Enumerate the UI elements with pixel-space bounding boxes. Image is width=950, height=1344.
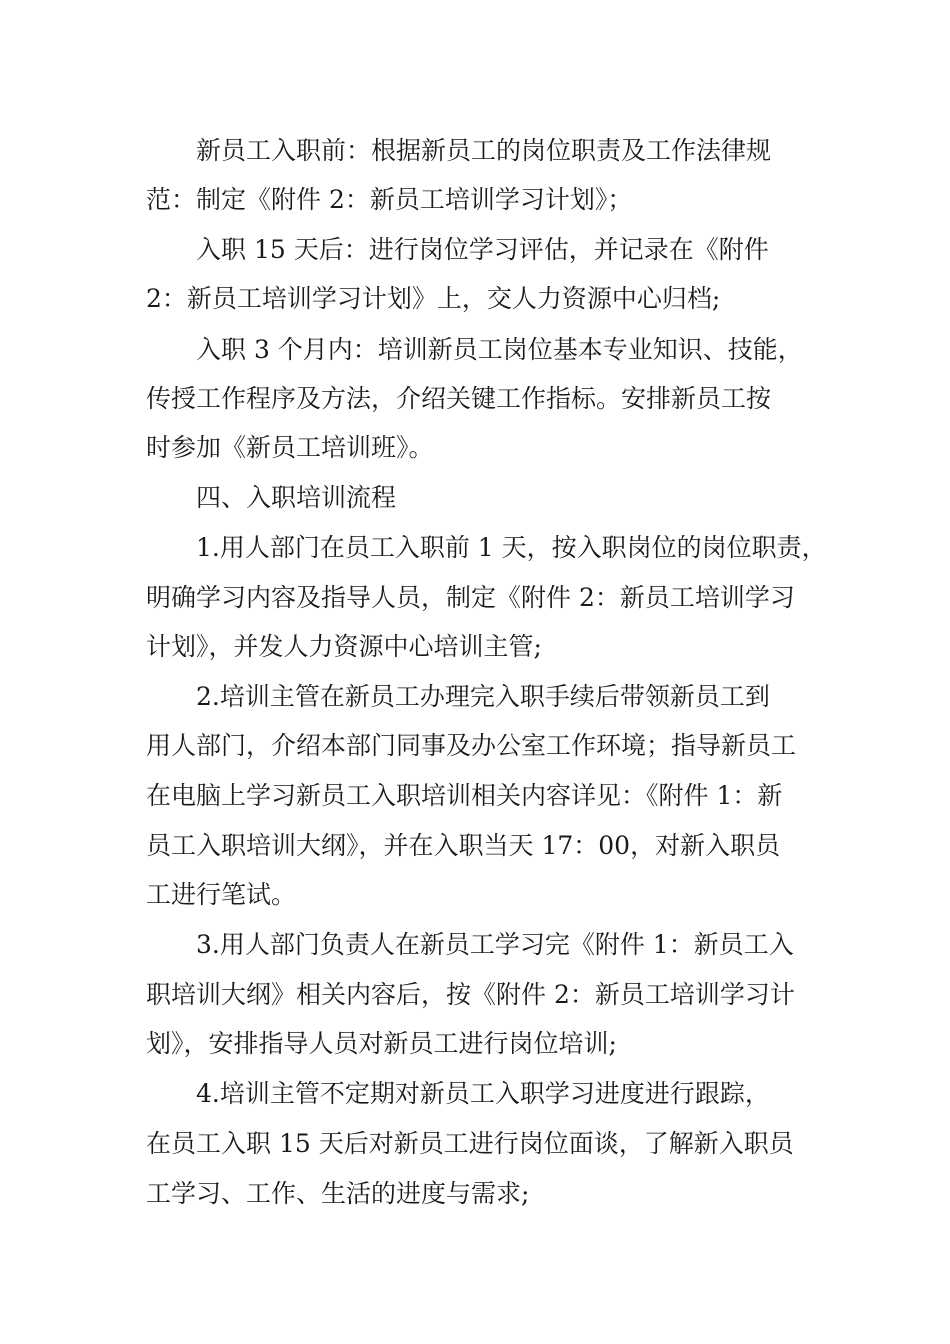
paragraph-line: 传授工作程序及方法，介绍关键工作指标。安排新员工按 bbox=[146, 384, 772, 413]
paragraph-line: 4.培训主管不定期对新员工入职学习进度进行跟踪， bbox=[196, 1079, 770, 1108]
paragraph-line: 员工入职培训大纲》，并在入职当天 17：00，对新入职员 bbox=[146, 831, 781, 860]
paragraph-line: 2.培训主管在新员工办理完入职手续后带领新员工到 bbox=[196, 682, 770, 711]
paragraph-line: 划》，安排指导人员对新员工进行岗位培训; bbox=[146, 1029, 617, 1058]
paragraph-line: 工学习、工作、生活的进度与需求; bbox=[146, 1179, 530, 1208]
paragraph-line: 工进行笔试。 bbox=[146, 880, 297, 909]
paragraph-line: 范：制定《附件 2：新员工培训学习计划》； bbox=[146, 185, 633, 214]
paragraph-line: 1.用人部门在员工入职前 1 天，按入职岗位的岗位职责， bbox=[196, 533, 827, 562]
paragraph-line: 2：新员工培训学习计划》上，交人力资源中心归档; bbox=[146, 284, 721, 313]
paragraph-line: 3.用人部门负责人在新员工学习完《附件 1：新员工入 bbox=[196, 930, 794, 959]
section-heading: 四、入职培训流程 bbox=[196, 483, 397, 512]
paragraph-line: 明确学习内容及指导人员，制定《附件 2：新员工培训学习 bbox=[146, 583, 795, 612]
paragraph-line: 职培训大纲》相关内容后，按《附件 2：新员工培训学习计 bbox=[146, 980, 795, 1009]
paragraph-line: 在电脑上学习新员工入职培训相关内容详见：《附件 1：新 bbox=[146, 781, 783, 810]
paragraph-line: 入职 15 天后：进行岗位学习评估，并记录在《附件 bbox=[196, 235, 769, 264]
paragraph-line: 新员工入职前：根据新员工的岗位职责及工作法律规 bbox=[196, 136, 772, 165]
paragraph-line: 用人部门，介绍本部门同事及办公室工作环境；指导新员工 bbox=[146, 731, 797, 760]
paragraph-line: 在员工入职 15 天后对新员工进行岗位面谈，了解新入职员 bbox=[146, 1129, 794, 1158]
paragraph-line: 计划》，并发人力资源中心培训主管; bbox=[146, 632, 542, 661]
paragraph-line: 时参加《新员工培训班》。 bbox=[146, 433, 434, 462]
paragraph-line: 入职 3 个月内：培训新员工岗位基本专业知识、技能， bbox=[196, 335, 803, 364]
